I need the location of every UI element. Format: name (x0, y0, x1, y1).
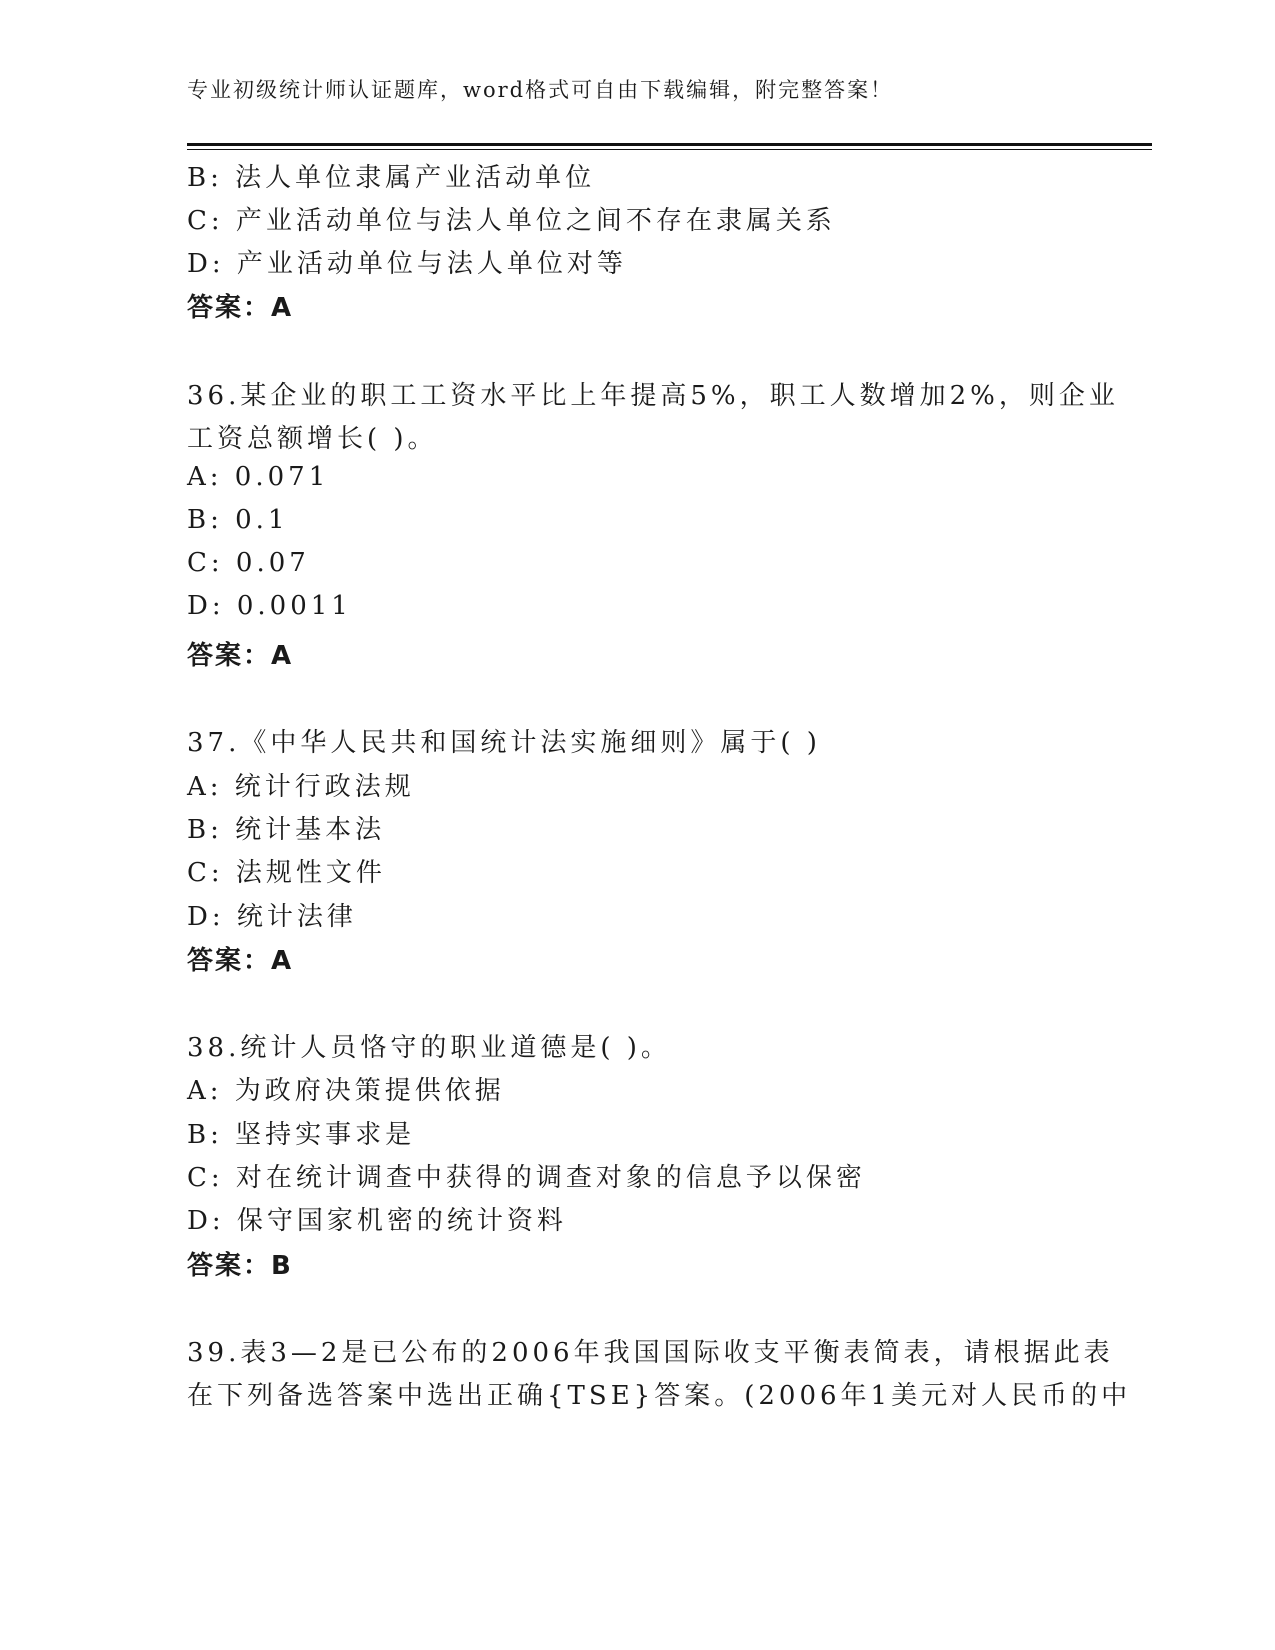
q38-option-d: D: 保守国家机密的统计资料 (187, 1206, 567, 1236)
q37-answer: 答案：A (187, 946, 294, 976)
page-header: 专业初级统计师认证题库，word格式可自由下载编辑，附完整答案！ (187, 78, 894, 102)
q39-stem-line1: 39.表3—2是已公布的2006年我国国际收支平衡表简表，请根据此表 (187, 1338, 1114, 1368)
q38-option-b: B: 坚持实事求是 (187, 1120, 416, 1150)
q36-stem-line2: 工资总额增长( )。 (187, 424, 438, 454)
q36-stem-line1: 36.某企业的职工工资水平比上年提高5%，职工人数增加2%，则企业 (187, 381, 1119, 411)
q38-stem: 38.统计人员恪守的职业道德是( )。 (187, 1033, 671, 1063)
q38-option-a: A: 为政府决策提供依据 (187, 1076, 505, 1106)
q35-option-c: C: 产业活动单位与法人单位之间不存在隶属关系 (187, 206, 836, 236)
q39-stem-line2: 在下列备选答案中选出正确{TSE}答案。(2006年1美元对人民币的中 (187, 1381, 1132, 1411)
q36-option-c: C: 0.07 (187, 548, 310, 578)
q37-option-b: B: 统计基本法 (187, 815, 386, 845)
q36-option-d: D: 0.0011 (187, 591, 352, 621)
q37-stem: 37.《中华人民共和国统计法实施细则》属于( ) (187, 728, 821, 758)
q37-option-c: C: 法规性文件 (187, 858, 386, 888)
q36-option-b: B: 0.1 (187, 505, 289, 535)
q35-option-b: B: 法人单位隶属产业活动单位 (187, 163, 596, 193)
q38-option-c: C: 对在统计调查中获得的调查对象的信息予以保密 (187, 1163, 866, 1193)
q36-option-a: A: 0.071 (187, 462, 330, 492)
header-rule-thin (187, 149, 1152, 150)
header-rule-thick (187, 143, 1152, 146)
q35-answer: 答案：A (187, 293, 294, 323)
q36-answer: 答案：A (187, 641, 294, 671)
q37-option-d: D: 统计法律 (187, 902, 357, 932)
q37-option-a: A: 统计行政法规 (187, 772, 415, 802)
q38-answer: 答案：B (187, 1251, 293, 1281)
q35-option-d: D: 产业活动单位与法人单位对等 (187, 249, 627, 279)
